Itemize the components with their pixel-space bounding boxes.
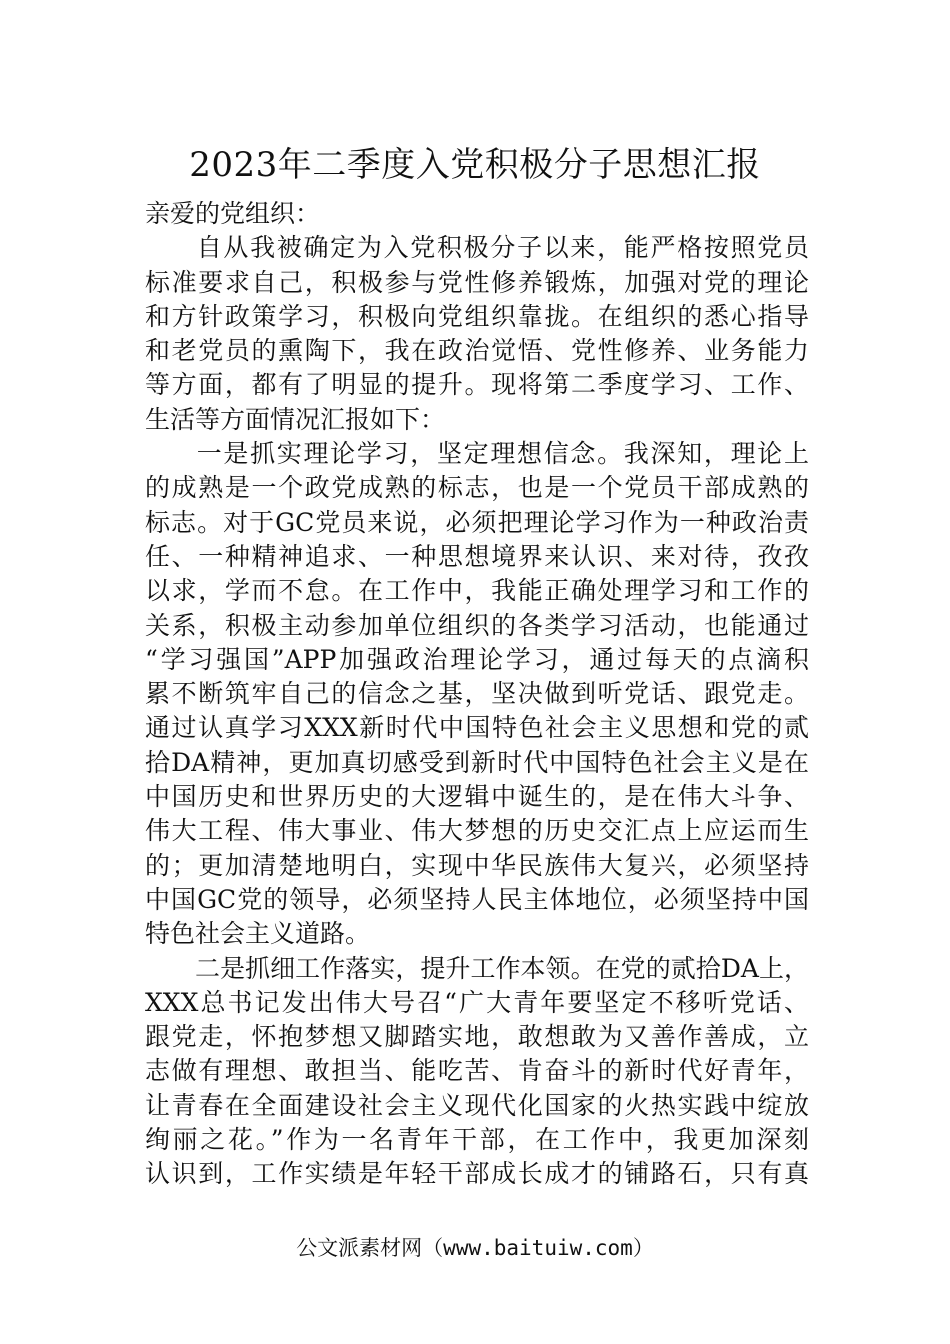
body-line: 中国GC党的领导，必须坚持人民主体地位，必须坚持中国 [145,884,809,914]
page-footer-watermark: 公文派素材网（www.baituiw.com） [296,1236,654,1260]
body-line: 和老党员的熏陶下，我在政治觉悟、党性修养、业务能力 [145,336,809,366]
body-line: 自从我被确定为入党积极分子以来，能严格按照党员 [195,233,809,263]
body-line: 累不断筑牢自己的信念之基，坚决做到听党话、跟党走。 [145,679,809,709]
body-line: 生活等方面情况汇报如下： [145,404,446,434]
body-line: 标志。对于GC党员来说，必须把理论学习作为一种政治责 [145,507,809,537]
body-line: 以求，学而不怠。在工作中，我能正确处理学习和工作的 [145,576,809,606]
body-line: “学习强国”APP加强政治理论学习，通过每天的点滴积 [145,644,809,674]
body-line: 和方针政策学习，积极向党组织靠拢。在组织的悉心指导 [145,301,809,331]
body-line: XXX总书记发出伟大号召“广大青年要坚定不移听党话、 [145,987,809,1017]
document-body [145,197,809,1192]
body-line: 特色社会主义道路。 [145,919,371,949]
body-line: 通过认真学习XXX新时代中国特色社会主义思想和党的贰 [145,713,809,743]
body-line: 跟党走，怀抱梦想又脚踏实地，敢想敢为又善作善成，立 [145,1022,809,1052]
body-line: 志做有理想、敢担当、能吃苦、肯奋斗的新时代好青年， [145,1056,809,1086]
body-line: 二是抓细工作落实，提升工作本领。在党的贰拾DA上， [195,953,809,983]
body-line: 伟大工程、伟大事业、伟大梦想的历史交汇点上应运而生 [145,816,809,846]
body-line: 认识到，工作实绩是年轻干部成长成才的铺路石，只有真 [145,1159,809,1189]
body-line: 拾DA精神，更加真切感受到新时代中国特色社会主义是在 [145,747,809,777]
body-line: 中国历史和世界历史的大逻辑中诞生的，是在伟大斗争、 [145,782,809,812]
document-title: 2023年二季度入党积极分子思想汇报 [189,145,761,185]
body-line: 的；更加清楚地明白，实现中华民族伟大复兴，必须坚持 [145,850,809,880]
body-line: 让青春在全面建设社会主义现代化国家的火热实践中绽放 [145,1090,809,1120]
body-line: 等方面，都有了明显的提升。现将第二季度学习、工作、 [145,370,809,400]
body-line: 标准要求自己，积极参与党性修养锻炼，加强对党的理论 [145,267,809,297]
body-line: 的成熟是一个政党成熟的标志，也是一个党员干部成熟的 [145,473,809,503]
body-line: 绚丽之花。”作为一名青年干部，在工作中，我更加深刻 [145,1125,809,1155]
body-line: 关系，积极主动参加单位组织的各类学习活动，也能通过 [145,610,809,640]
body-line: 一是抓实理论学习，坚定理想信念。我深知，理论上 [195,439,809,469]
body-line: 亲爱的党组织： [145,199,321,228]
body-line: 任、一种精神追求、一种思想境界来认识、来对待，孜孜 [145,541,809,571]
